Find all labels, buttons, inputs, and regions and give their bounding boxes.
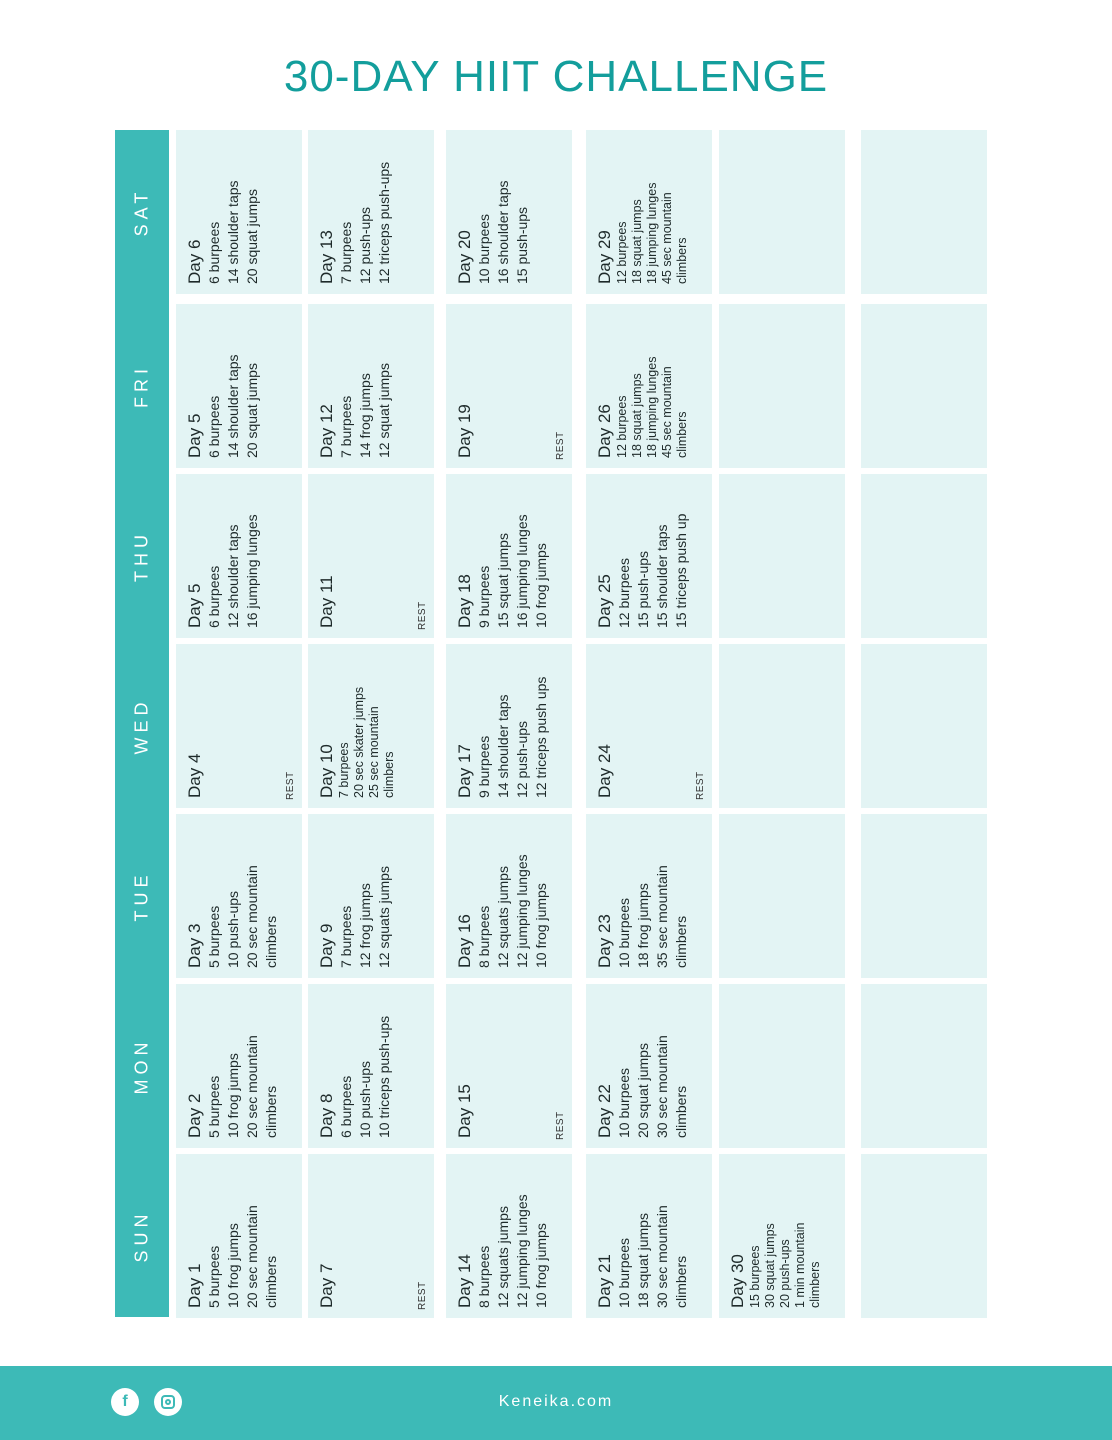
exercise-line: 12 burpees — [615, 221, 629, 284]
calendar-cell — [586, 304, 712, 468]
calendar-cell — [861, 814, 987, 978]
exercise-line: 15 push-ups — [635, 550, 651, 628]
day-number: Day 4 — [185, 753, 204, 798]
exercise-line: 7 burpees — [338, 905, 354, 968]
exercise-line: 7 burpees — [338, 395, 354, 458]
day-number: Day 21 — [595, 1254, 614, 1308]
exercise-line: 5 burpees — [206, 905, 222, 968]
day-number: Day 24 — [595, 744, 614, 798]
exercise-line: 10 frog jumps — [533, 883, 549, 968]
calendar-cell — [176, 644, 302, 808]
exercise-line: 35 sec mountain — [654, 865, 670, 968]
exercise-line: 30 sec mountain — [654, 1205, 670, 1308]
calendar-cell — [719, 474, 845, 638]
day-number: Day 2 — [185, 1093, 204, 1138]
exercise-line: climbers — [263, 1255, 279, 1308]
exercise-line: 1 min mountain — [793, 1222, 807, 1308]
weekday-label-wed: WED — [131, 697, 152, 755]
day-number: Day 20 — [455, 230, 474, 284]
exercise-line: climbers — [808, 1261, 822, 1308]
day-number: Day 16 — [455, 914, 474, 968]
calendar-cell — [446, 644, 572, 808]
exercise-line: 20 squat jumps — [244, 363, 260, 458]
exercise-line: 9 burpees — [476, 565, 492, 628]
exercise-line: 20 sec mountain — [244, 1205, 260, 1308]
exercise-line: 10 frog jumps — [533, 543, 549, 628]
exercise-line: 15 squat jumps — [495, 533, 511, 628]
day-number: Day 13 — [317, 230, 336, 284]
exercise-line: climbers — [673, 1255, 689, 1308]
calendar-cell — [861, 1154, 987, 1318]
weekday-label-fri: FRI — [131, 364, 152, 408]
exercise-line: climbers — [673, 915, 689, 968]
exercise-line: climbers — [263, 915, 279, 968]
exercise-line: 45 sec mountain — [660, 192, 674, 284]
calendar-cell — [861, 130, 987, 294]
calendar-cell — [176, 814, 302, 978]
weekday-label-thu: THU — [131, 530, 152, 582]
calendar-cell — [586, 644, 712, 808]
exercise-line: climbers — [675, 237, 689, 284]
calendar-cell — [861, 984, 987, 1148]
calendar-cell — [719, 814, 845, 978]
calendar-cell — [176, 984, 302, 1148]
footer-bar — [0, 1366, 1112, 1440]
exercise-line: 14 shoulder taps — [495, 694, 511, 798]
exercise-line: 15 push-ups — [514, 206, 530, 284]
calendar-cell — [586, 984, 712, 1148]
calendar-cell — [861, 644, 987, 808]
calendar-cell — [446, 130, 572, 294]
rest-label: REST — [695, 771, 706, 800]
exercise-line: climbers — [675, 411, 689, 458]
exercise-line: 8 burpees — [476, 1245, 492, 1308]
exercise-line: 12 jumping lunges — [514, 854, 530, 968]
calendar-cell — [586, 130, 712, 294]
calendar-cell — [861, 304, 987, 468]
day-number: Day 10 — [317, 744, 336, 798]
exercise-line: climbers — [382, 751, 396, 798]
exercise-line: 10 frog jumps — [533, 1223, 549, 1308]
weekday-label-mon: MON — [131, 1037, 152, 1095]
day-number: Day 30 — [728, 1254, 747, 1308]
exercise-line: 18 frog jumps — [635, 883, 651, 968]
calendar-cell — [861, 474, 987, 638]
exercise-line: 20 sec skater jumps — [352, 686, 366, 798]
exercise-line: 12 burpees — [616, 557, 632, 628]
calendar-cell — [176, 304, 302, 468]
weekday-label-tue: TUE — [131, 870, 152, 922]
rest-label: REST — [417, 1281, 428, 1310]
exercise-line: 10 push-ups — [357, 1060, 373, 1138]
exercise-line: 12 triceps push-ups — [376, 161, 392, 284]
day-number: Day 17 — [455, 744, 474, 798]
calendar-cell — [446, 814, 572, 978]
exercise-line: 18 jumping lunges — [645, 356, 659, 458]
exercise-line: 10 burpees — [476, 213, 492, 284]
day-number: Day 29 — [595, 230, 614, 284]
day-number: Day 23 — [595, 914, 614, 968]
exercise-line: 12 push-ups — [357, 206, 373, 284]
calendar-cell — [446, 1154, 572, 1318]
exercise-line: 6 burpees — [206, 221, 222, 284]
day-number: Day 6 — [185, 239, 204, 284]
day-number: Day 1 — [185, 1263, 204, 1308]
exercise-line: 9 burpees — [476, 735, 492, 798]
calendar-cell — [308, 984, 434, 1148]
exercise-line: 5 burpees — [206, 1075, 222, 1138]
calendar-cell — [308, 130, 434, 294]
exercise-line: 12 shoulder taps — [225, 524, 241, 628]
exercise-line: 6 burpees — [338, 1075, 354, 1138]
exercise-line: 14 frog jumps — [357, 373, 373, 458]
exercise-line: 16 jumping lunges — [514, 514, 530, 628]
day-number: Day 7 — [317, 1263, 336, 1308]
calendar-cell — [176, 474, 302, 638]
calendar-cell — [719, 644, 845, 808]
exercise-line: 10 frog jumps — [225, 1053, 241, 1138]
calendar-cell — [719, 984, 845, 1148]
exercise-line: 30 sec mountain — [654, 1035, 670, 1138]
day-number: Day 15 — [455, 1084, 474, 1138]
exercise-line: 15 burpees — [748, 1245, 762, 1308]
exercise-line: 10 triceps push-ups — [376, 1015, 392, 1138]
calendar-cell — [586, 474, 712, 638]
exercise-line: 18 squat jumps — [630, 199, 644, 284]
exercise-line: 15 shoulder taps — [654, 524, 670, 628]
calendar-cell — [719, 304, 845, 468]
calendar-cell — [308, 1154, 434, 1318]
exercise-line: 12 push-ups — [514, 720, 530, 798]
exercise-line: climbers — [673, 1085, 689, 1138]
exercise-line: 10 burpees — [616, 1067, 632, 1138]
calendar-cell — [308, 474, 434, 638]
calendar-cell — [446, 474, 572, 638]
exercise-line: 25 sec mountain — [367, 706, 381, 798]
exercise-line: 20 sec mountain — [244, 1035, 260, 1138]
calendar-cell — [308, 644, 434, 808]
calendar-cell — [719, 130, 845, 294]
exercise-line: 8 burpees — [476, 905, 492, 968]
exercise-line: 10 frog jumps — [225, 1223, 241, 1308]
day-number: Day 22 — [595, 1084, 614, 1138]
calendar-cell — [176, 1154, 302, 1318]
day-number: Day 14 — [455, 1254, 474, 1308]
exercise-line: 12 burpees — [615, 395, 629, 458]
exercise-line: 16 shoulder taps — [495, 180, 511, 284]
day-number: Day 5 — [185, 583, 204, 628]
exercise-line: 18 squat jumps — [635, 1213, 651, 1308]
rest-label: REST — [285, 771, 296, 800]
day-number: Day 5 — [185, 413, 204, 458]
exercise-line: 6 burpees — [206, 395, 222, 458]
exercise-line: 7 burpees — [337, 742, 351, 798]
exercise-line: climbers — [263, 1085, 279, 1138]
exercise-line: 20 squat jumps — [635, 1043, 651, 1138]
calendar-cell — [586, 814, 712, 978]
exercise-line: 14 shoulder taps — [225, 180, 241, 284]
exercise-line: 14 shoulder taps — [225, 354, 241, 458]
rest-label: REST — [555, 1111, 566, 1140]
exercise-line: 18 jumping lunges — [645, 182, 659, 284]
exercise-line: 12 squats jumps — [495, 866, 511, 968]
exercise-line: 18 squat jumps — [630, 373, 644, 458]
day-number: Day 25 — [595, 574, 614, 628]
calendar-cell — [176, 130, 302, 294]
footer-site-link[interactable]: Keneika.com — [498, 1393, 614, 1410]
exercise-line: 12 triceps push ups — [533, 676, 549, 798]
calendar-cell — [446, 304, 572, 468]
exercise-line: 20 squat jumps — [244, 189, 260, 284]
day-number: Day 26 — [595, 404, 614, 458]
exercise-line: 45 sec mountain — [660, 366, 674, 458]
exercise-line: 15 triceps push up — [673, 513, 689, 628]
exercise-line: 10 push-ups — [225, 890, 241, 968]
page-title: 30-DAY HIIT CHALLENGE — [283, 52, 829, 101]
exercise-line: 20 sec mountain — [244, 865, 260, 968]
calendar-cell — [586, 1154, 712, 1318]
exercise-line: 20 push-ups — [778, 1239, 792, 1308]
calendar-cell — [308, 814, 434, 978]
exercise-line: 30 squat jumps — [763, 1223, 777, 1308]
exercise-line: 10 burpees — [616, 1237, 632, 1308]
facebook-icon[interactable]: f — [111, 1388, 139, 1416]
exercise-line: 10 burpees — [616, 897, 632, 968]
day-number: Day 19 — [455, 404, 474, 458]
day-number: Day 11 — [317, 575, 336, 628]
calendar-cell — [719, 1154, 845, 1318]
exercise-line: 12 squats jumps — [376, 866, 392, 968]
exercise-line: 12 jumping lunges — [514, 1194, 530, 1308]
exercise-line: 12 squats jumps — [495, 1206, 511, 1308]
day-number: Day 8 — [317, 1093, 336, 1138]
rest-label: REST — [555, 431, 566, 460]
rest-label: REST — [417, 601, 428, 630]
exercise-line: 5 burpees — [206, 1245, 222, 1308]
weekday-label-sun: SUN — [131, 1209, 152, 1263]
calendar-cell — [446, 984, 572, 1148]
exercise-line: 12 frog jumps — [357, 883, 373, 968]
day-number: Day 12 — [317, 404, 336, 458]
day-number: Day 3 — [185, 923, 204, 968]
exercise-line: 12 squat jumps — [376, 363, 392, 458]
day-number: Day 9 — [317, 923, 336, 968]
weekday-label-sat: SAT — [131, 187, 152, 237]
exercise-line: 16 jumping lunges — [244, 514, 260, 628]
day-number: Day 18 — [455, 574, 474, 628]
exercise-line: 7 burpees — [338, 221, 354, 284]
exercise-line: 6 burpees — [206, 565, 222, 628]
calendar-cell — [308, 304, 434, 468]
